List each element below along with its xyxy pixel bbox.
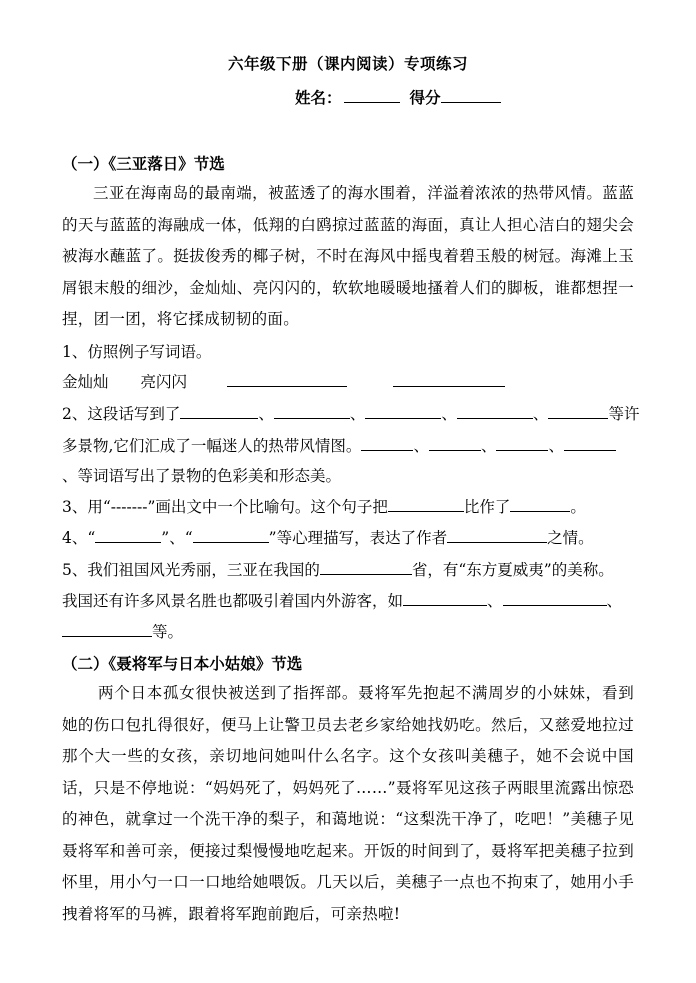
q2-blank-6[interactable] (361, 437, 413, 451)
q2-blank-8[interactable] (496, 437, 548, 451)
q5-blank-1[interactable] (320, 561, 412, 575)
name-blank[interactable] (344, 88, 400, 103)
q2-sep: 、 (349, 405, 366, 423)
q2-blank-5[interactable] (548, 405, 608, 419)
q1-blank-1[interactable] (227, 373, 347, 387)
q3-text-c: 。 (570, 498, 586, 516)
section-2-heading: （二）《聂将军与日本小姑娘》节选 (62, 654, 303, 673)
q2-sep: 、 (480, 437, 497, 455)
q5-blank-3[interactable] (503, 592, 607, 606)
q4-text-a: 4、“ (62, 529, 96, 547)
question-2-line-3 (62, 466, 341, 486)
q2-blank-1[interactable] (180, 405, 258, 419)
q2-sep: 、 (62, 467, 78, 485)
q3-blank-2[interactable] (510, 498, 570, 512)
question-4 (62, 528, 594, 548)
q5-text-a: 5、我们祖国风光秀丽，三亚在我国的 (62, 561, 320, 579)
section-1-heading: （一）《三亚落日》节选 (62, 154, 225, 173)
question-3 (62, 497, 586, 517)
name-label: 姓名： (295, 88, 342, 107)
question-5-line-2 (62, 591, 622, 611)
q2-text-c: 多景物,它们汇成了一幅迷人的热带风情图。 (62, 437, 362, 455)
q2-sep: 、 (548, 437, 564, 455)
question-1-words (62, 372, 505, 392)
question-5-line-1 (62, 560, 614, 580)
q2-blank-3[interactable] (365, 405, 441, 419)
q3-text-a: 3、用“-------”画出文中一个比喻句。这个句子把 (62, 498, 388, 516)
question-2-line-1 (62, 404, 639, 424)
q4-blank-3[interactable] (447, 529, 547, 543)
q4-blank-2[interactable] (193, 529, 269, 543)
q3-text-b: 比作了 (463, 498, 511, 516)
q5-blank-2[interactable] (403, 592, 487, 606)
q1-blank-2[interactable] (393, 373, 505, 387)
score-blank[interactable] (441, 88, 501, 103)
q4-text-b: ”、“ (161, 529, 193, 547)
q4-text-d: 之情。 (547, 529, 594, 547)
q2-text-a: 2、这段话写到了 (62, 405, 181, 423)
example-word-1: 金灿灿 (62, 373, 109, 391)
question-1: 1、仿照例子写词语。 (62, 343, 212, 361)
q5-sep: 、 (487, 592, 503, 610)
q2-sep: 、 (441, 405, 457, 423)
q2-blank-2[interactable] (274, 405, 350, 419)
q5-text-d: 等。 (152, 623, 184, 641)
q4-blank-1[interactable] (95, 529, 161, 543)
q5-blank-4[interactable] (62, 623, 152, 637)
q5-sep: 、 (606, 592, 623, 610)
q2-sep: 、 (413, 437, 429, 455)
q4-text-c: ”等心理描写，表达了作者 (268, 529, 448, 547)
q2-blank-4[interactable] (457, 405, 533, 419)
q2-blank-7[interactable] (429, 437, 481, 451)
q3-blank-1[interactable] (388, 498, 464, 512)
name-score-line (295, 86, 501, 108)
question-5-line-3 (62, 622, 183, 642)
q2-text-d: 等词语写出了景物的色彩美和形态美。 (77, 467, 342, 485)
q5-text-b: 省，有“东方夏威夷”的美称。 (411, 561, 614, 579)
question-2-line-2 (62, 436, 616, 456)
page-title: 六年级下册（课内阅读）专项练习 (227, 54, 468, 73)
q5-text-c: 我国还有许多风景名胜也都吸引着国内外游客，如 (62, 592, 404, 610)
section-2-passage: 两个日本孤女很快被送到了指挥部。聂将军先抱起不满周岁的小妹妹，看到她的伤口包扎得很好，便马上让警卫员去老乡家给她找奶吃。然后，又慈爱地拉过那个大一些的女孩，亲切地问她叫什么名字。这个女孩叫美穗子，她不会说中国话，只是不停地说：“妈妈死了，妈妈死了……”聂将军见这孩子两眼里流露出惊恐的神色，就拿过一个洗干净的梨子，和蔼地说：“这梨洗干净了，吃吧！”美穗子见聂将军和善可亲，便接过梨慢慢地吃起来。开饭的时间到了，聂将军把美穗子拉到怀里，用小勺一口一口地给她喂饭。几天以后，美穗子一点也不拘束了，她用小手拽着将军的马裤，跟着将军跑前跑后，可亲热啦! (62, 684, 634, 923)
q2-sep: 、 (258, 405, 274, 423)
score-label: 得分 (409, 88, 441, 107)
q2-text-b: 等许 (608, 405, 640, 423)
section-1-passage: 三亚在海南岛的最南端，被蓝透了的海水围着，洋溢着浓浓的热带风情。蓝蓝的天与蓝蓝的海融成一体，低翔的白鸥掠过蓝蓝的海面，真让人担心洁白的翅尖会被海水蘸蓝了。挺拔俊秀的椰子树，不时在海风中摇曳着碧玉般的树冠。海滩上玉屑银末般的细沙，金灿灿、亮闪闪的，软软地暖暖地搔着人们的脚板，谁都想捏一捏，团一团，将它揉成韧韧的面。 (62, 184, 634, 328)
q2-blank-9[interactable] (564, 437, 616, 451)
example-word-2: 亮闪闪 (140, 373, 188, 391)
q2-sep: 、 (532, 405, 549, 423)
